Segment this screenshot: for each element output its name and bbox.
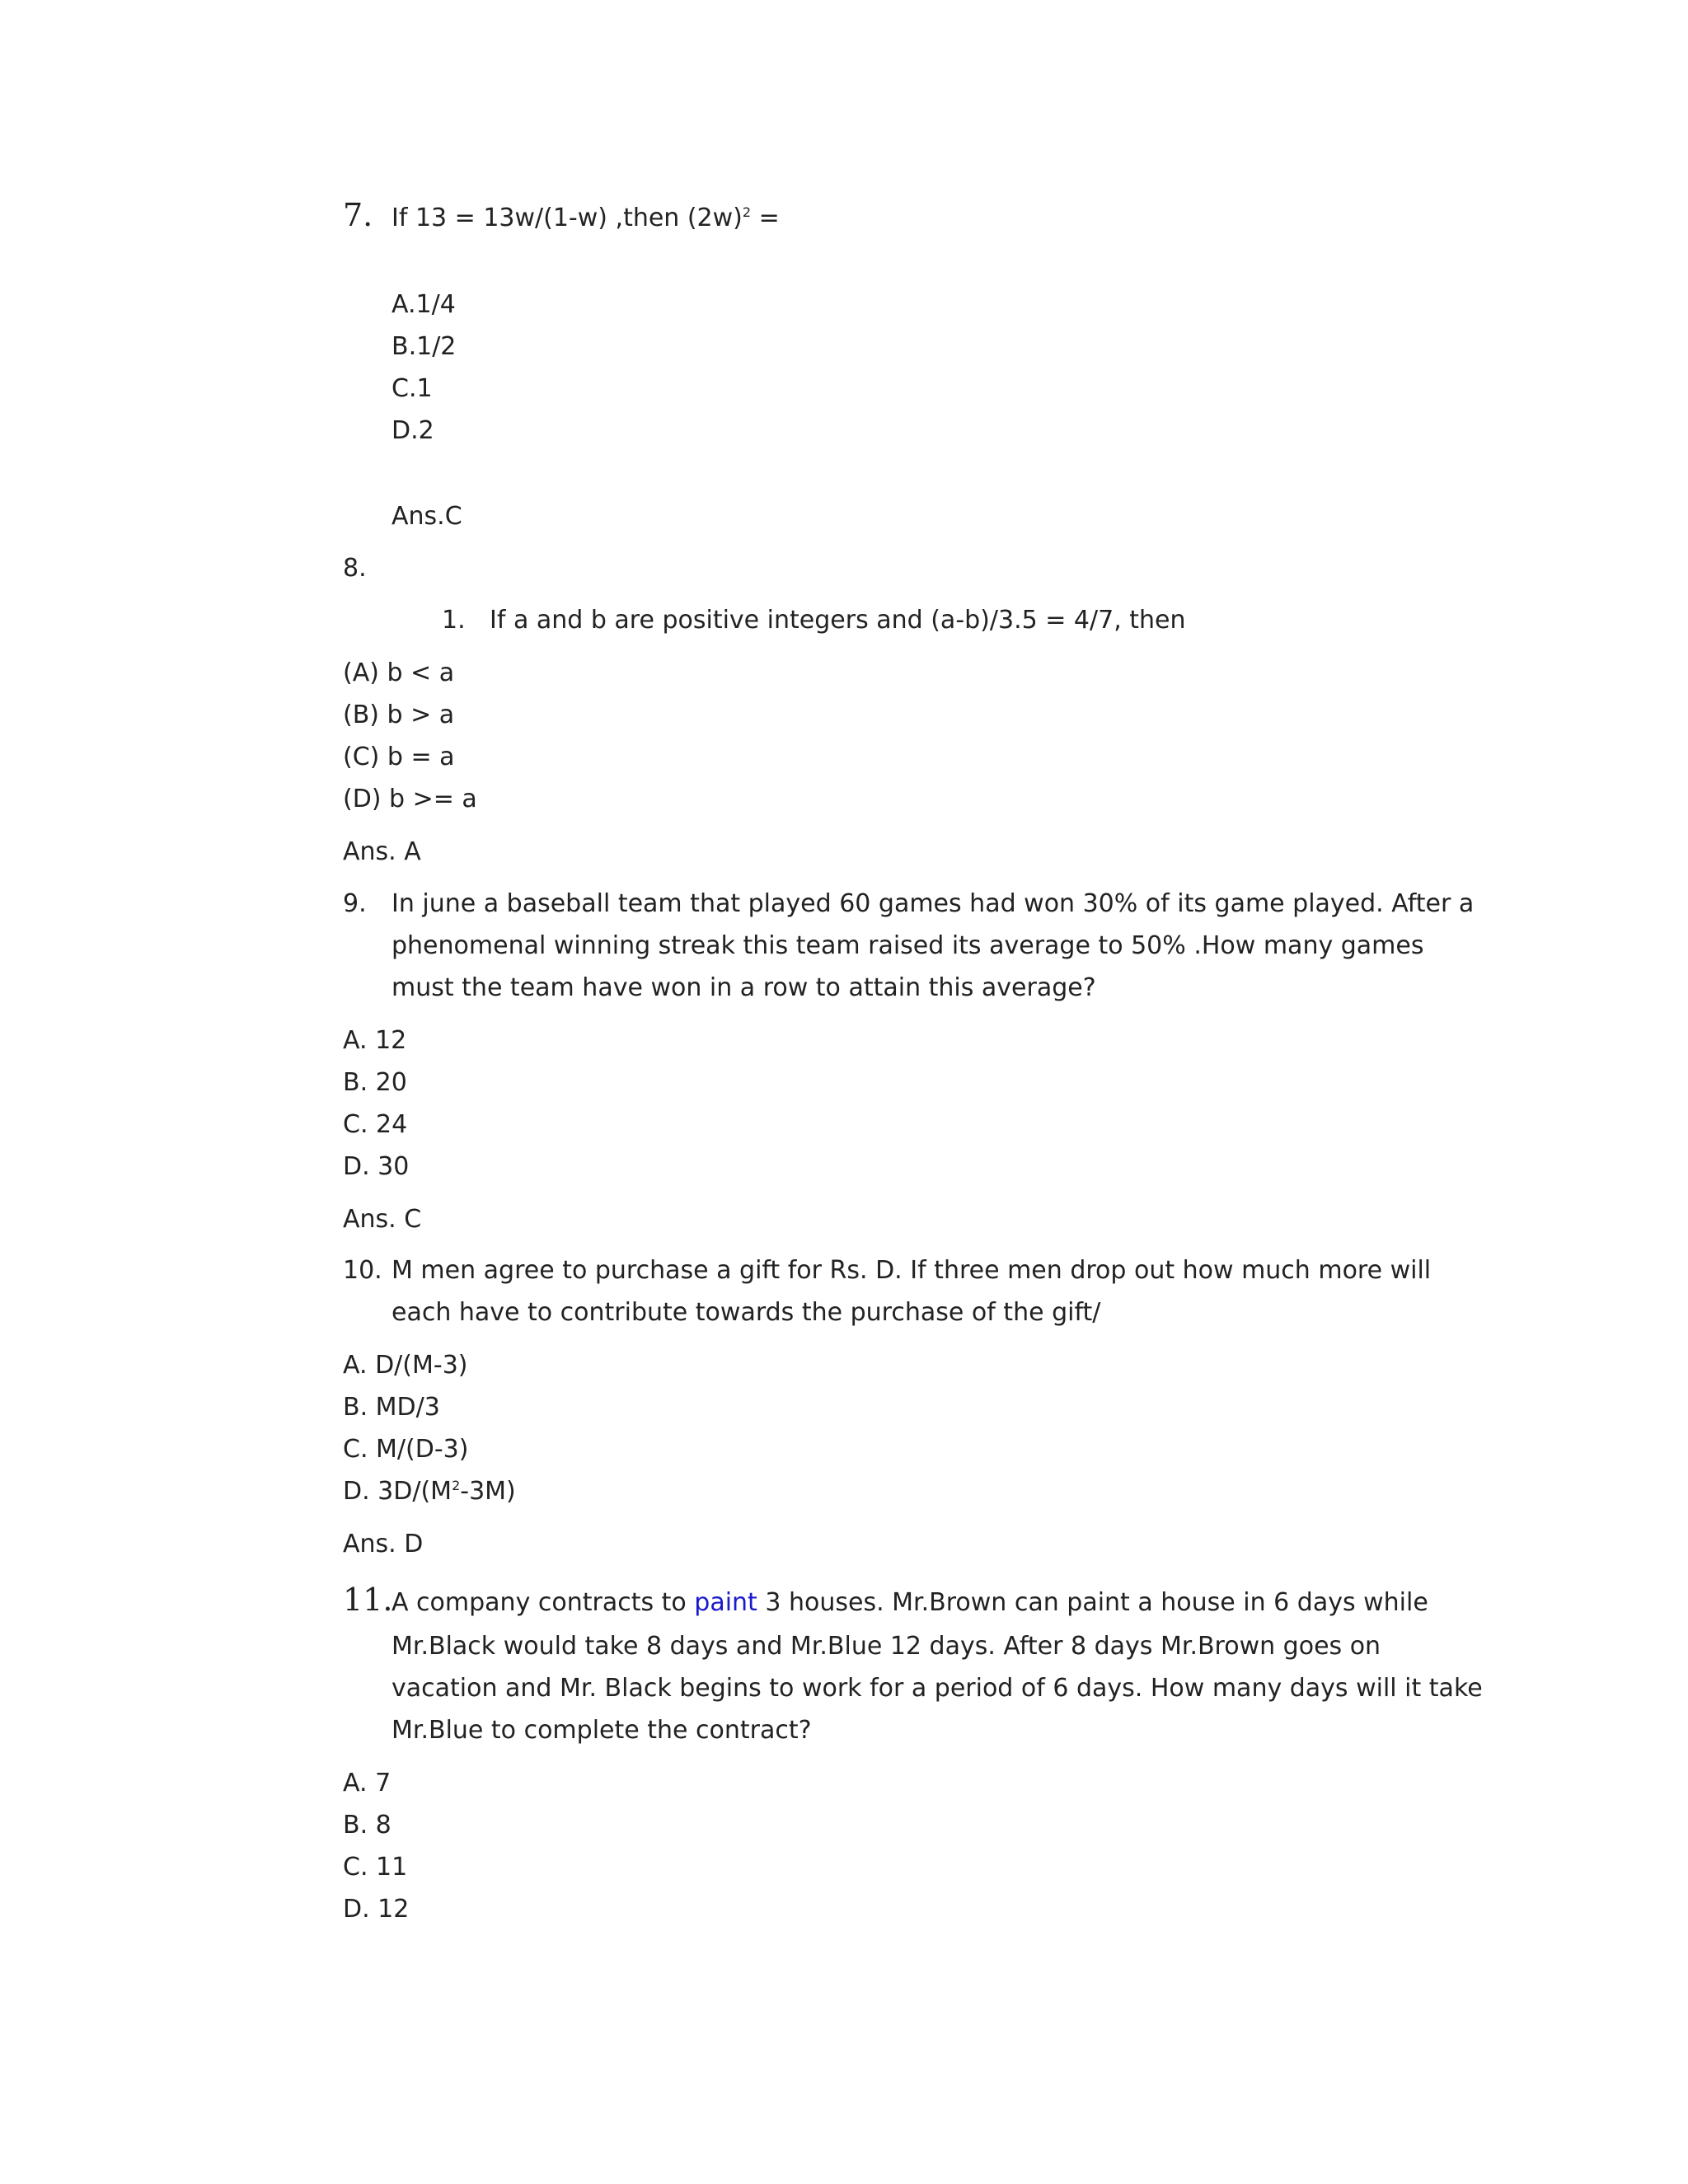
option-c: C. 11 <box>343 1853 408 1882</box>
question-text-line: phenomenal winning streak this team raised its average to 50% .How many games <box>392 931 1424 960</box>
answer: Ans. C <box>343 1205 422 1234</box>
paint-link[interactable]: paint <box>694 1588 757 1617</box>
option-c: (C) b = a <box>343 743 455 771</box>
answer: Ans. D <box>343 1530 424 1558</box>
option-d: D. 12 <box>343 1895 410 1924</box>
question-text-line: In june a baseball team that played 60 games had won 30% of its game played. After a <box>392 889 1475 918</box>
option-b: B.1/2 <box>392 332 457 361</box>
option-c: C. M/(D-3) <box>343 1435 469 1464</box>
question-text-line: must the team have won in a row to attain this average? <box>392 973 1096 1002</box>
option-a: A. D/(M-3) <box>343 1351 468 1380</box>
question-text-line: each have to contribute towards the purchase of the gift/ <box>392 1298 1101 1327</box>
question-number: 8. <box>343 554 367 583</box>
option-a: (A) b < a <box>343 658 455 687</box>
option-b: B. MD/3 <box>343 1393 440 1422</box>
answer: Ans. A <box>343 837 421 866</box>
option-d: D. $3D/(M^2-3M)$ <box>343 1477 516 1506</box>
option-d: D. 30 <box>343 1152 410 1181</box>
option-a: A. 7 <box>343 1769 392 1797</box>
question-number: 10. <box>343 1256 382 1285</box>
option-a: A. 12 <box>343 1026 407 1055</box>
answer: Ans.C <box>392 502 462 531</box>
option-c: C.1 <box>392 374 433 403</box>
question-text-line: M men agree to purchase a gift for Rs. D. If three men drop out how much more will <box>392 1256 1432 1285</box>
option-b: B. 8 <box>343 1811 392 1840</box>
question-text: If 13 = 13w/(1-w) ,then $(2w)^2$ = <box>392 204 780 232</box>
sub-question-number: 1. <box>442 606 466 635</box>
question-text: If a and b are positive integers and (a-b)/3.5 = 4/7, then <box>490 606 1186 635</box>
question-number: 9. <box>343 889 367 918</box>
question-text-line: A company contracts to paint 3 houses. Mr.Brown can paint a house in 6 days while <box>392 1588 1428 1617</box>
question-text-line: Mr.Blue to complete the contract? <box>392 1716 812 1745</box>
question-number: 7. <box>343 197 373 233</box>
option-d: D.2 <box>392 416 434 445</box>
option-b: (B) b > a <box>343 701 455 729</box>
question-number: 11. <box>343 1582 393 1618</box>
question-text-line: Mr.Black would take 8 days and Mr.Blue 12 days. After 8 days Mr.Brown goes on <box>392 1632 1381 1661</box>
option-d: (D) b >= a <box>343 785 477 813</box>
option-b: B. 20 <box>343 1068 407 1097</box>
question-text-line: vacation and Mr. Black begins to work for a period of 6 days. How many days will it take <box>392 1674 1483 1703</box>
option-a: A.1/4 <box>392 290 456 319</box>
option-c: C. 24 <box>343 1110 408 1139</box>
